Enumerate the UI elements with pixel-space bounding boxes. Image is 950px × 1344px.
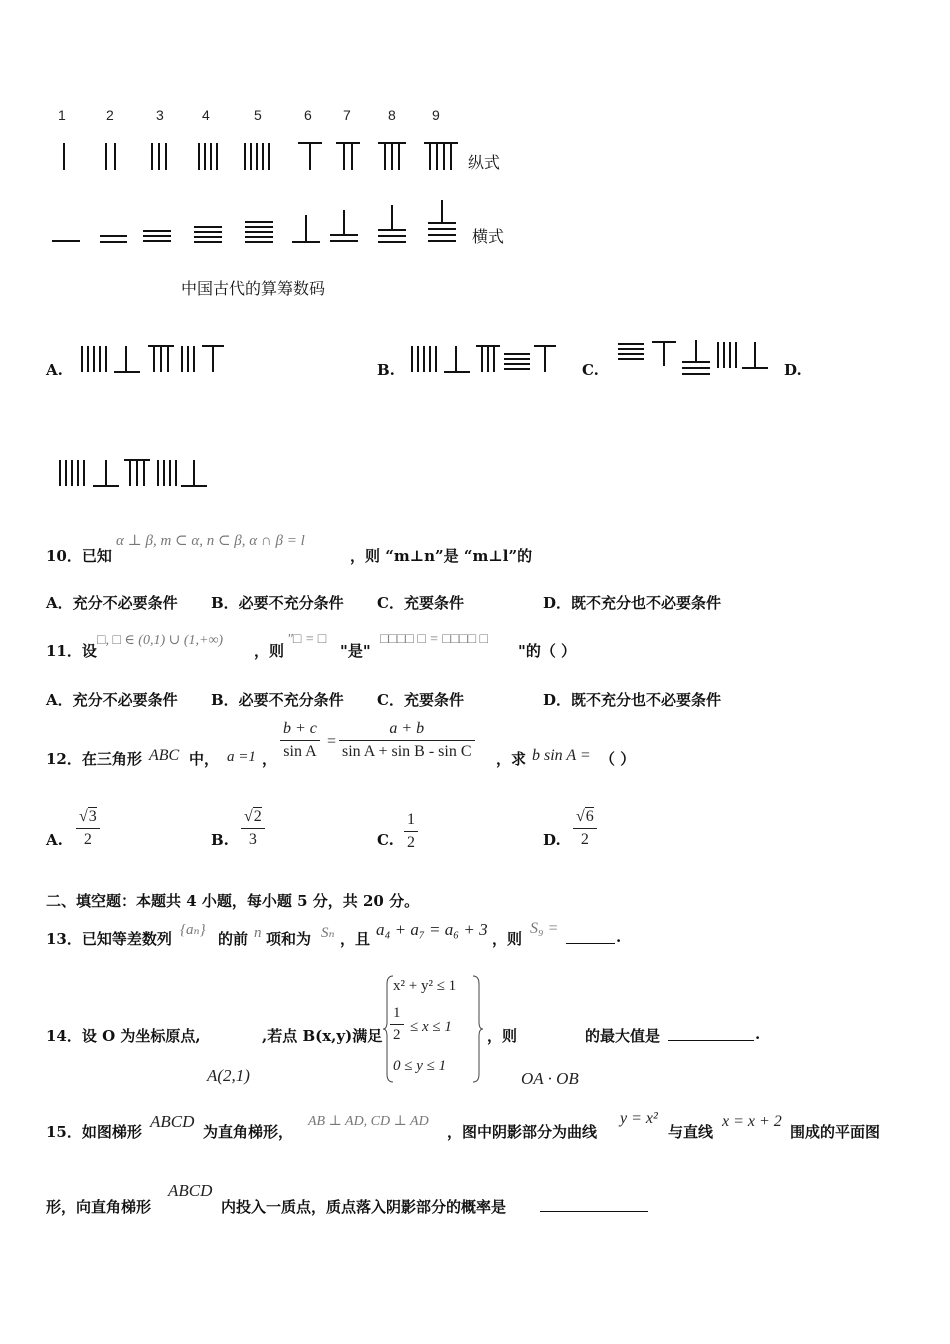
q15-line: x = x + 2 xyxy=(722,1113,782,1130)
q14-constraint-3: 0 ≤ y ≤ 1 xyxy=(393,1058,447,1074)
q15-abcd: ABCD xyxy=(150,1112,195,1131)
q10-condition-math: α ⊥ β, m ⊂ α, n ⊂ β, α ∩ β = l xyxy=(116,533,305,549)
q13-answer-blank[interactable] xyxy=(566,929,615,944)
rod-numerals-svg xyxy=(0,0,520,250)
figure-caption: 中国古代的算筹数码 xyxy=(181,279,326,298)
q15-answer-blank[interactable] xyxy=(540,1197,648,1212)
q9-option-a-rods xyxy=(78,342,228,376)
q15-abcd-2: ABCD xyxy=(168,1181,213,1200)
q13-text-1: 的前 xyxy=(218,930,249,948)
q13-number: 13．已知等差数列 xyxy=(46,930,172,948)
q9-option-c-rods xyxy=(614,336,774,378)
q11-option-a: A．充分不必要条件 xyxy=(46,691,178,709)
q12-lhs-numerator: b + c xyxy=(283,720,317,737)
q9-option-b-label: B. xyxy=(377,361,395,379)
q13-sn: Sₙ xyxy=(321,925,335,941)
q13-text-3: ，且 xyxy=(340,930,371,948)
q12-option-b-value: $\frac{√2}{3}$ xyxy=(241,808,265,849)
q14-dot-product: OA · OB xyxy=(521,1069,579,1088)
q12-option-a-label: A. xyxy=(46,831,63,849)
digit-1: 1 xyxy=(58,107,66,123)
q12-triangle-name: ABC xyxy=(149,747,180,764)
digit-8: 8 xyxy=(388,107,396,123)
q9-option-a-label: A. xyxy=(46,361,63,379)
q12-number: 12．在三角形 xyxy=(46,750,142,768)
q15-line1-c: ，图中阴影部分为曲线 xyxy=(447,1123,598,1141)
q14-end: . xyxy=(755,1025,761,1043)
vertical-rods-row xyxy=(64,143,458,170)
q11-number: 11．设 xyxy=(46,642,97,660)
q15-perpendicular: AB ⊥ AD, CD ⊥ AD xyxy=(308,1114,429,1129)
q13-text-4: ，则 xyxy=(492,930,523,948)
q11-mid: ，则 xyxy=(254,642,285,660)
q12-equals: = xyxy=(327,733,337,750)
q14-constraint-2-fraction: $\frac{1}{2}$ xyxy=(390,1005,404,1044)
digit-9: 9 xyxy=(432,107,440,123)
digit-3: 3 xyxy=(156,107,164,123)
q12-tail-pre: ，求 xyxy=(496,750,527,768)
q11-math-log: □□□□ □ = □□□□ □ xyxy=(380,632,489,647)
q12-tail-math: b sin A = xyxy=(532,747,591,764)
q13-condition: a₄ + a₇ = a₆ + 3 xyxy=(376,920,488,939)
q14-constraint-1: x² + y² ≤ 1 xyxy=(393,978,457,994)
digit-7: 7 xyxy=(343,107,351,123)
q11-option-d: D．既不充分也不必要条件 xyxy=(543,691,722,709)
horizontal-rods-row xyxy=(52,200,456,242)
q10-option-d: D．既不充分也不必要条件 xyxy=(543,594,722,612)
q11-domain-math: □, □ ∈ (0,1) ∪ (1,+∞) xyxy=(97,633,224,648)
q11-option-b: B．必要不充分条件 xyxy=(211,691,344,709)
section-2-heading: 二、填空题：本题共 4 小题，每小题 5 分，共 20 分。 xyxy=(46,892,420,910)
q12-comma: ， xyxy=(262,750,278,768)
q12-rhs-denominator: sin A + sin B - sin C xyxy=(339,740,475,761)
q14-text-1: 14．设 O 为坐标原点, xyxy=(46,1027,201,1045)
q12-option-a-value: $\frac{√3}{2}$ xyxy=(76,808,100,849)
q12-option-c-label: C. xyxy=(377,831,394,849)
q12-option-b-label: B. xyxy=(211,831,229,849)
q11-option-c: C．充要条件 xyxy=(377,691,464,709)
q15-line1-d: 与直线 xyxy=(668,1123,714,1141)
q10-option-a: A．充分不必要条件 xyxy=(46,594,178,612)
q13-sequence: {aₙ} xyxy=(180,922,206,938)
q12-option-c-value: $\frac{1}{2}$ xyxy=(404,811,418,852)
q10-option-b: B．必要不充分条件 xyxy=(211,594,344,612)
q9-option-b-rods xyxy=(408,342,560,376)
q15-line1-a: 15．如图梯形 xyxy=(46,1123,142,1141)
q11-quote: "是" xyxy=(340,642,371,660)
q9-option-d-rods xyxy=(56,456,216,490)
vertical-label: 纵式 xyxy=(468,153,501,172)
q15-line1-e: 围成的平面图 xyxy=(790,1123,881,1141)
q13-text-2: 项和为 xyxy=(266,930,312,948)
q12-lhs-denominator: sin A xyxy=(280,740,320,761)
q12-tail-post: （ ） xyxy=(600,750,636,768)
q14-text-3: ，则 xyxy=(487,1027,518,1045)
q12-rhs-fraction xyxy=(339,720,475,761)
q15-line1-b: 为直角梯形， xyxy=(203,1123,294,1141)
q10-tail: ，则 “m⊥n”是 “m⊥l”的 xyxy=(350,547,533,565)
q14-text-2: ,若点 B(x,y)满足 xyxy=(262,1027,383,1045)
q11-math-eq: "□ = □ xyxy=(287,632,327,647)
q10-option-c: C．充要条件 xyxy=(377,594,464,612)
q12-lhs-fraction xyxy=(280,720,320,761)
q13-end: . xyxy=(616,928,622,946)
digit-5: 5 xyxy=(254,107,262,123)
q15-curve: y = x² xyxy=(620,1110,658,1127)
digit-2: 2 xyxy=(106,107,114,123)
q14-constraint-2: ≤ x ≤ 1 xyxy=(410,1019,452,1035)
q14-text-4: 的最大值是 xyxy=(585,1027,661,1045)
q9-option-c-label: C. xyxy=(582,361,599,379)
q13-n: n xyxy=(254,925,262,941)
q13-s9: S₉ = xyxy=(530,920,559,937)
q10-number: 10．已知 xyxy=(46,547,112,565)
horizontal-label: 横式 xyxy=(472,227,505,246)
digit-4: 4 xyxy=(202,107,210,123)
q12-zhong: 中， xyxy=(189,750,220,768)
q14-point-a: A(2,1) xyxy=(207,1066,250,1085)
q14-answer-blank[interactable] xyxy=(668,1026,754,1041)
q12-option-d-label: D. xyxy=(543,831,561,849)
q12-rhs-numerator: a + b xyxy=(389,720,425,737)
q11-tail: "的（ ） xyxy=(518,642,577,660)
q12-option-d-value: $\frac{√6}{2}$ xyxy=(573,808,597,849)
q9-option-d-label: D. xyxy=(784,361,802,379)
digit-6: 6 xyxy=(304,107,312,123)
q15-line2-b: 内投入一质点，质点落入阴影部分的概率是 xyxy=(221,1198,507,1216)
q12-a-equals: a =1 xyxy=(227,749,256,765)
q15-line2-a: 形，向直角梯形 xyxy=(46,1198,152,1216)
